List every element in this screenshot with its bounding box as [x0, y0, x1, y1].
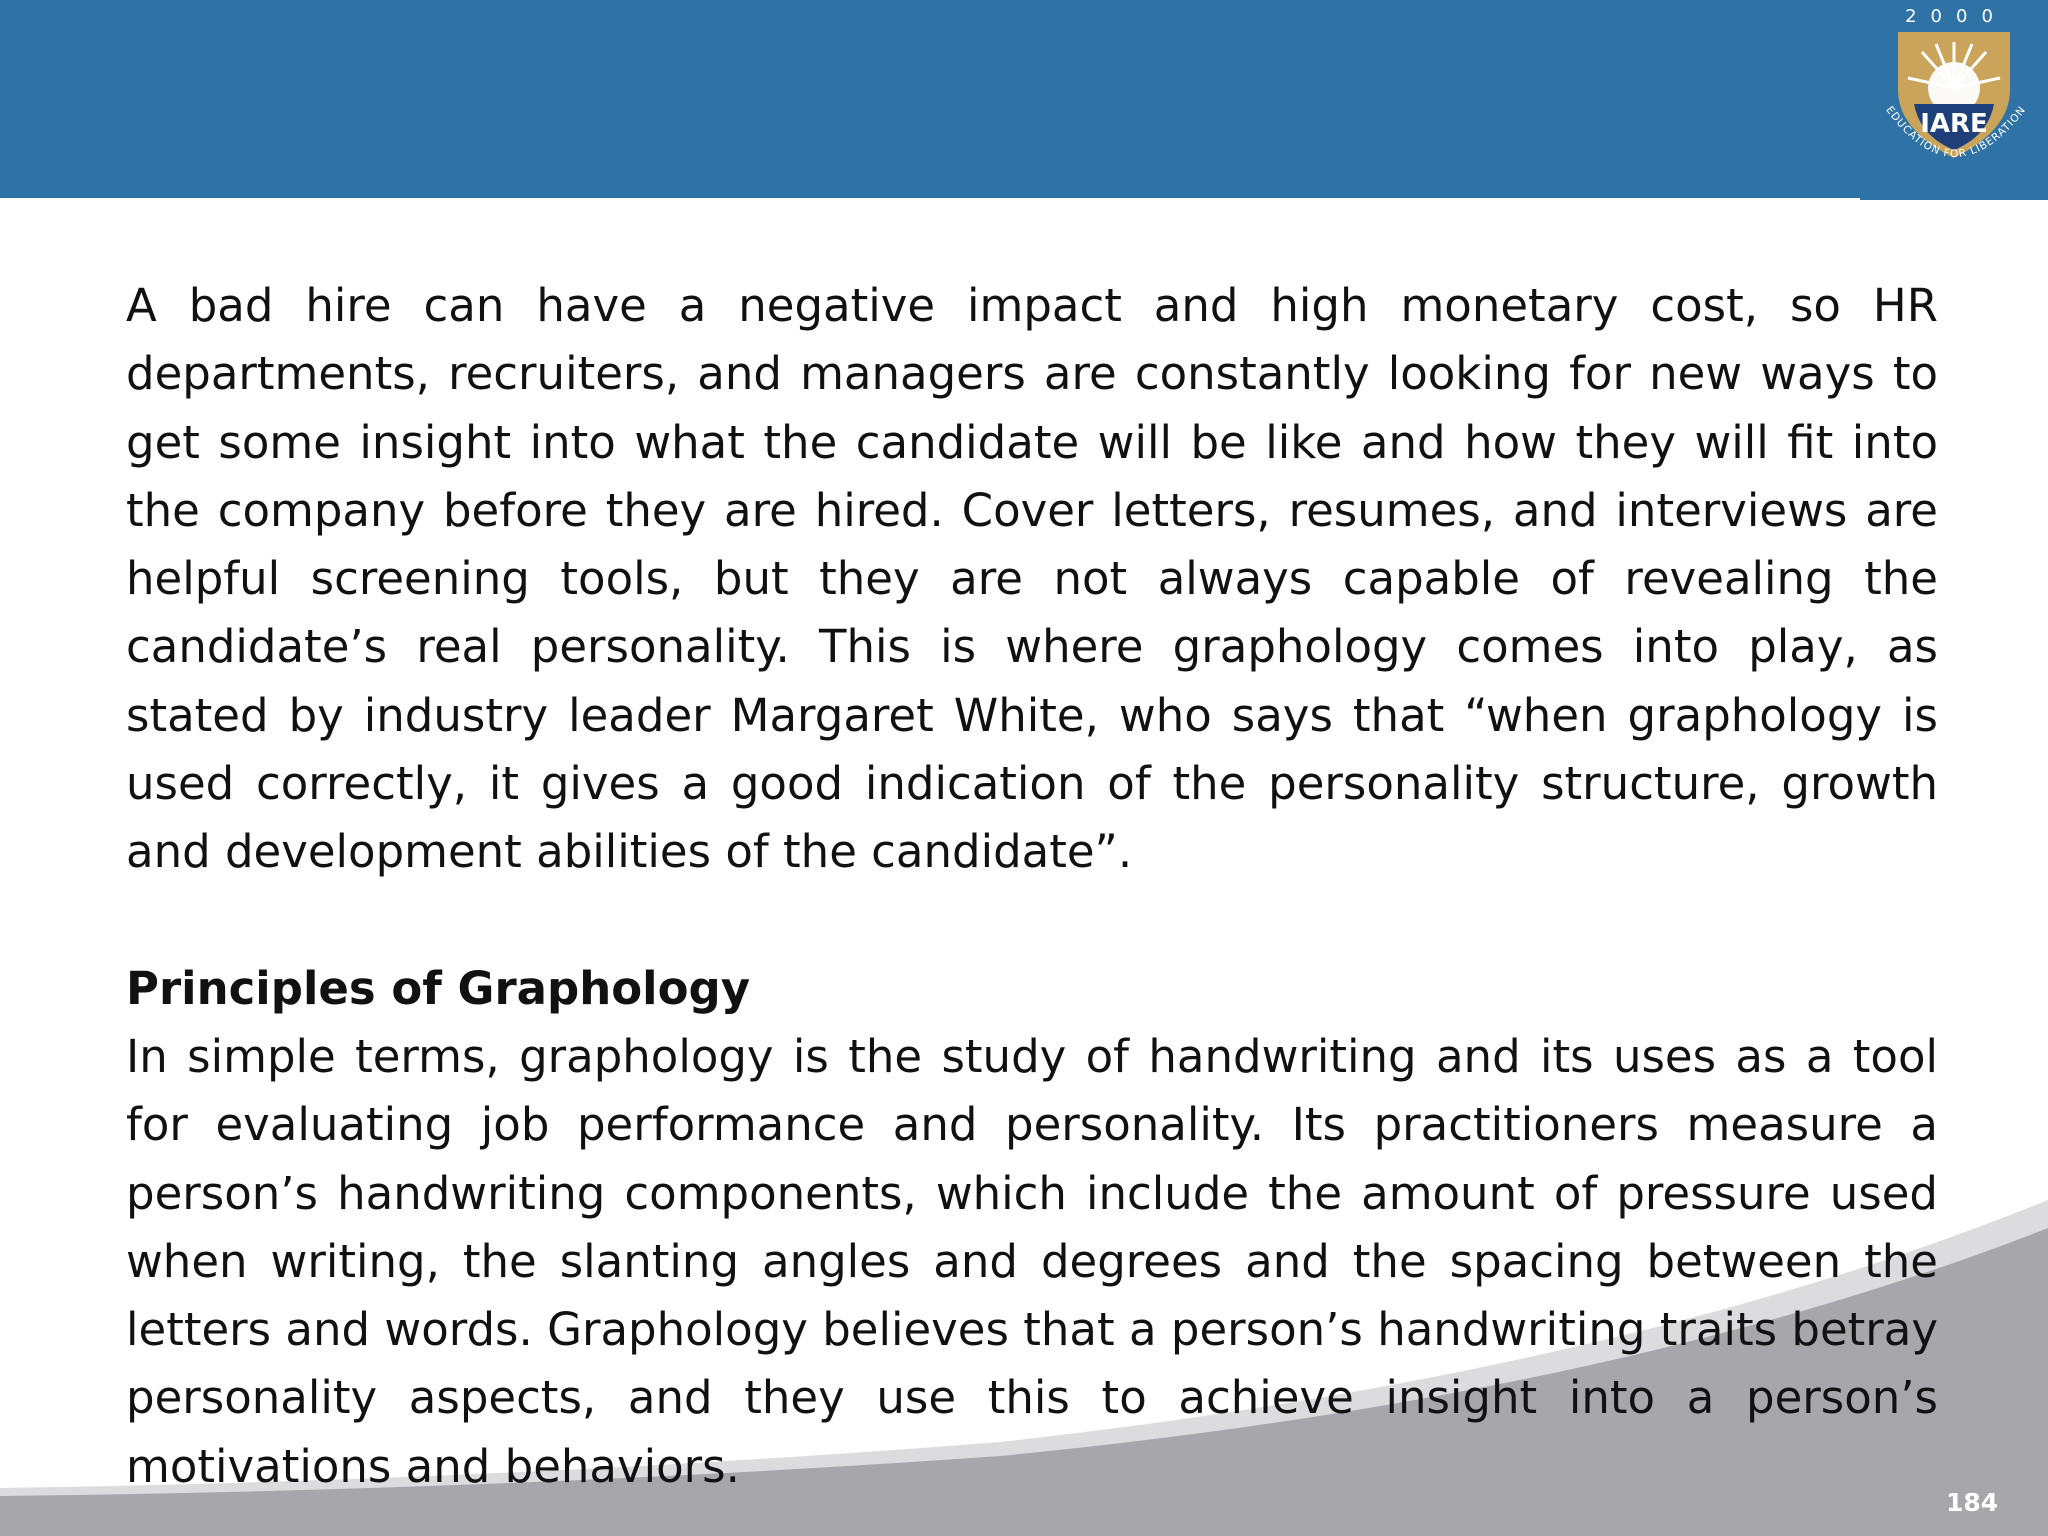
paragraph-spacer: [126, 887, 1938, 955]
section-heading: Principles of Graphology: [126, 961, 751, 1015]
svg-text:2000: 2000: [1905, 6, 2007, 27]
svg-text:EDUCATION FOR LIBERATION: EDUCATION FOR LIBERATION: [1883, 103, 2029, 161]
slide-body: [126, 272, 1938, 1501]
header-band: [0, 0, 1862, 198]
iare-logo-emblem: [1860, 0, 2048, 200]
svg-text:IARE: IARE: [1920, 109, 1988, 139]
page-number: 184: [1946, 1488, 1999, 1517]
principles-paragraph: In simple terms, graphology is the study of handwriting and its uses as a tool for evaluating job performance and personality. Its practitioners measure a person’s handwriting components, which include the amount of pressure used when writing, the slanting angles and degrees and the spacing between the letters and words. Graphology believes that a person’s handwriting traits betray personality aspects, and they use this to achieve insight into a person’s motivations and behaviors.: [126, 1029, 1938, 1493]
intro-paragraph: A bad hire can have a negative impact and high monetary cost, so HR departments, recruiters, and managers are constantly looking for new ways to get some insight into what the candidate will be like and how they will fit into the company before they are hired. Cover letters, resumes, and interviews are helpful screening tools, but they are not always capable of revealing the candidate’s real personality. This is where graphology comes into play, as stated by industry leader Margaret White, who says that “when graphology is used correctly, it gives a good indication of the personality structure, growth and development abilities of the candidate”.: [126, 279, 1938, 879]
iare-logo: [1860, 0, 2048, 200]
